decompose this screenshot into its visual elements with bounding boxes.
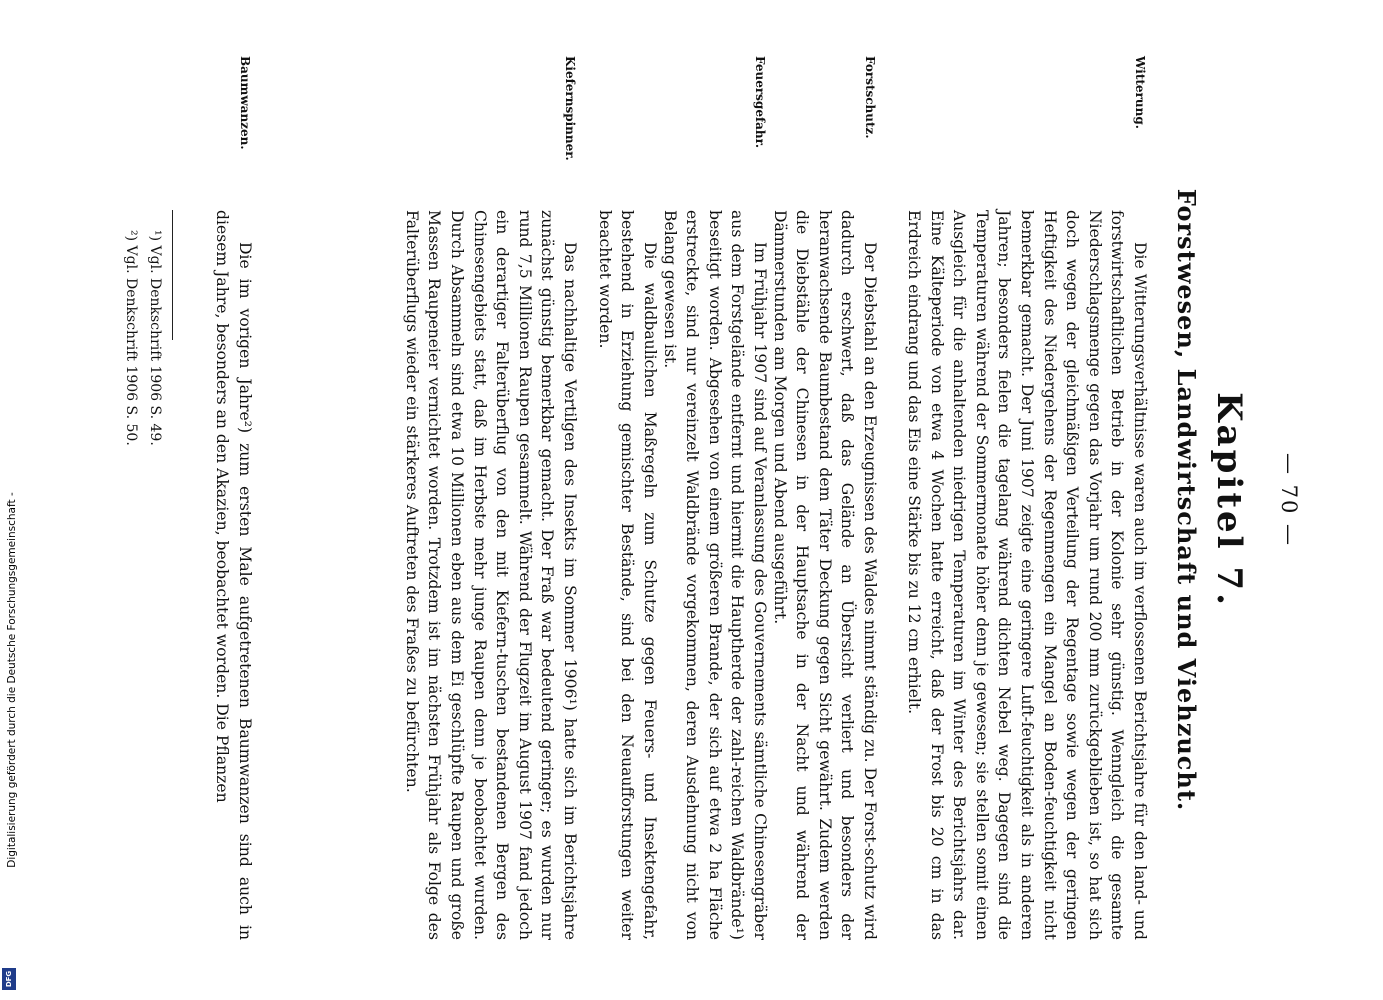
- page-number: — 70 —: [1277, 452, 1301, 548]
- margin-label: Forstschutz.: [863, 56, 877, 139]
- margin-label: Witterung.: [1133, 56, 1147, 129]
- chapter-subtitle: Forstwesen, Landwirtschaft und Viehzucht.: [1172, 188, 1201, 812]
- paragraph: Der Diebstahl an den Erzeugnissen des Waldes nimmt ständig zu. Der Forst-schutz wird dadurch erschwert, daß das Gelände an Übersicht verliert und besonders der heranwachsende Baumbestand dem Täter Deckung gegen Sicht gewährt. Zudem werden die Diebstähle der Chinesen in der Hauptsache in der Nacht und während der Dämmerstunden am Morgen und Abend ausgeführt.: [770, 210, 879, 940]
- footnote-divider: [172, 210, 173, 340]
- footnote: ¹) Vgl. Denkschrift 1906 S. 49.: [147, 230, 163, 446]
- paragraph: Die Witterungsverhältnisse waren auch im verflossenen Berichtsjahre für den land- und forstwirtschaftlichen Betrieb in der Kolonie sehr günstig. Wenngleich die gesamte Niederschlagsmenge gegen das Vorjahr um rund 200 mm zurückgeblieben ist, so hat sich doch wegen der gleichmäßigen Verteilung der Regentage sowie wegen der geringen Heftigkeit des Niedergehens der Regenmengen ein Mangel an Boden-feuchtigkeit nicht bemerkbar gemacht. Der Juni 1907 zeigte eine geringere Luft-feuchtigkeit als in anderen Jahren; besonders fielen die tagelang während dichten Nebel weg. Dagegen sind die Temperaturen während der Sommermonate höher denn je gewesen; sie stellen somit einen Ausgleich für die anhaltenden niedrigen Temperaturen im Winter des Berichtsjahrs dar. Eine Kälteperiode von etwa 4 Wochen hatte erreicht, daß der Frost bis 20 cm in das Erdreich eindrang und das Eis eine Stärke bis zu 12 cm erhielt.: [905, 210, 1149, 940]
- footnote: ²) Vgl. Denkschrift 1906 S. 50.: [123, 230, 139, 446]
- dfg-logo: DFG: [2, 968, 16, 990]
- margin-label: Feuersgefahr.: [753, 56, 767, 149]
- chapter-heading: Kapitel 7.: [1209, 392, 1249, 608]
- paragraph: Die waldbaulichen Maßregeln zum Schutze gegen Feuers- und Insektengefahr, bestehend in Erziehung gemischter Bestände, sind bei den Neuaufforstungen weiter beachtet worden.: [595, 210, 659, 940]
- credit-text: Digitalisierung gefördert durch die Deutsche Forschungsgemeinschaft -: [6, 492, 18, 868]
- rotated-page-content: [71, 50, 1311, 950]
- paragraph: Das nachhaltige Vertilgen des Insekts im Sommer 1906¹) hatte sich im Berichtsjahre zunächst günstig bemerkbar gemacht. Der Fraß war bedeutend geringer; es wurden nur rund 7,5 Millionen Raupen gesammelt. Während der Flugzeit im August 1907 fand jedoch ein derartiger Falterüberflug von den mit Kiefern-tuschen bestandenen Bergen des Chinesengebiets statt, daß im Herbste mehr junge Raupen denn je beobachtet wurden. Durch Absammeln sind etwa 10 Millionen eben aus dem Ei geschlüpfte Raupen und große Massen Raupeneier vernichtet worden. Trotzdem ist im nächsten Frühjahr als Folge des Falterüberflugs wieder ein stärkeres Auftreten des Fraßes zu befürchten.: [402, 210, 579, 940]
- paragraph: Im Frühjahr 1907 sind auf Veranlassung des Gouvernements sämtliche Chinesengräber aus dem Forstgelände entfernt und hiermit die Hauptherde der zahl-reichen Waldbrände¹) beseitigt worden. Abgesehen von einem größeren Brande, der sich auf etwa 2 ha Fläche erstreckte, sind nur vereinzelt Waldbrände vorgekommen, deren Ausdehnung nicht von Belang gewesen ist.: [660, 210, 769, 940]
- margin-label: Kiefernspinner.: [563, 56, 577, 161]
- margin-label: Baumwanzen.: [238, 56, 252, 150]
- footer-credit: [6, 360, 18, 1000]
- paragraph: Die im vorigen Jahre²) zum ersten Male aufgetretenen Baumwanzen sind auch in diesem Jahre, besonders an den Akazien, beobachtet worden. Die Pflanzen: [213, 210, 254, 940]
